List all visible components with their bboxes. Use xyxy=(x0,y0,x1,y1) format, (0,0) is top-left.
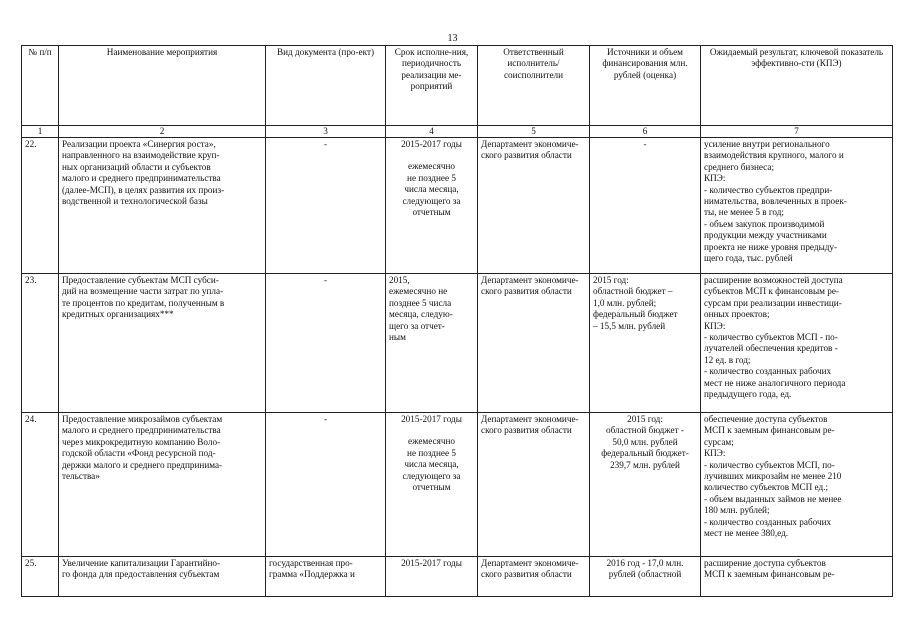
doc-type: государственная про- грамма «Поддержка и xyxy=(266,557,386,597)
doc-type: - xyxy=(266,274,386,413)
table-header-row xyxy=(22,46,893,126)
table-row xyxy=(22,274,893,413)
financing: 2015 год: областной бюджет – 1,0 млн. рублей; федеральный бюджет – 15,5 млн. рублей xyxy=(590,274,701,413)
financing: - xyxy=(590,138,701,274)
term: 2015, ежемесячно не позднее 5 числа месяца, следую- щего за отчет- ным xyxy=(386,274,478,413)
column-number: 6 xyxy=(590,126,701,138)
column-number-row xyxy=(22,126,893,138)
measures-table xyxy=(21,45,893,597)
row-number: 23. xyxy=(22,274,59,413)
page-number: 13 xyxy=(447,33,458,44)
header-name: Наименование мероприятия xyxy=(59,46,266,126)
financing: 2015 год: областной бюджет - 50,0 млн. рублей федеральный бюджет- 239,7 млн. рублей xyxy=(590,413,701,557)
term: 2015-2017 годы xyxy=(386,557,478,597)
row-number: 22. xyxy=(22,138,59,274)
responsible: Департамент экономиче- ского развития области xyxy=(478,557,590,597)
column-number: 7 xyxy=(701,126,893,138)
expected-result: расширение доступа субъектов МСП к заемным финансовым ре- xyxy=(701,557,893,597)
column-number: 4 xyxy=(386,126,478,138)
column-number: 5 xyxy=(478,126,590,138)
header-financing: Источники и объем финансирования млн. рублей (оценка) xyxy=(590,46,701,126)
responsible: Департамент экономиче- ского развития области xyxy=(478,138,590,274)
table-row xyxy=(22,413,893,557)
table-row xyxy=(22,138,893,274)
measure-name: Увеличение капитализации Гарантийно- го фонда для предоставления субъектам xyxy=(59,557,266,597)
table-row xyxy=(22,557,893,597)
doc-type: - xyxy=(266,413,386,557)
doc-type: - xyxy=(266,138,386,274)
responsible: Департамент экономиче- ского развития области xyxy=(478,413,590,557)
term: 2015-2017 годы ежемесячно не позднее 5 числа месяца, следующего за отчетным xyxy=(386,413,478,557)
financing: 2016 год - 17,0 млн. рублей (областной xyxy=(590,557,701,597)
header-result: Ожидаемый результат, ключевой показатель эффективно-сти (КПЭ) xyxy=(701,46,893,126)
header-term: Срок исполне-ния, периодичность реализации ме-роприятий xyxy=(386,46,478,126)
header-number: № п/п xyxy=(22,46,59,126)
column-number: 1 xyxy=(22,126,59,138)
header-doc-type: Вид документа (про-ект) xyxy=(266,46,386,126)
expected-result: усиление внутри регионального взаимодействия крупного, малого и среднего бизнеса; КПЭ: - количество субъектов предпри- нимательства, вовлеченных в проек- ты, не менее 5 в год; - объем закупок производимой продукции между участниками проекта не ниже уровня предыду- щего года, тыс. рублей xyxy=(701,138,893,274)
column-number: 3 xyxy=(266,126,386,138)
row-number: 25. xyxy=(22,557,59,597)
measure-name: Предоставление субъектам МСП субси- дий на возмещение части затрат по упла- те процентов по кредитам, полученным в кредитных организациях*** xyxy=(59,274,266,413)
expected-result: обеспечение доступа субъектов МСП к заемным финансовым ре- сурсам; КПЭ: - количество субъектов МСП, по- лучивших микрозайм не менее 210 количество субъектов МСП ед.; - объем выданных займов не менее 180 млн. рублей; - количество созданных рабочих мест не менее 380,ед. xyxy=(701,413,893,557)
responsible: Департамент экономиче- ского развития области xyxy=(478,274,590,413)
row-number: 24. xyxy=(22,413,59,557)
measure-name: Реализации проекта «Синергия роста», направленного на взаимодействие круп- ных организаций области и субъектов малого и среднего предпринимательства (далее-МСП), в целях развития их произ- водственной и технологической базы xyxy=(59,138,266,274)
column-number: 2 xyxy=(59,126,266,138)
term: 2015-2017 годы ежемесячно не позднее 5 числа месяца, следующего за отчетным xyxy=(386,138,478,274)
header-responsible: Ответственный исполнитель/ соисполнители xyxy=(478,46,590,126)
measure-name: Предоставление микрозаймов субъектам малого и среднего предпринимательства через микрокредитную компанию Воло- годской области «Фонд ресурсной под- держки малого и среднего предпринима- тельства» xyxy=(59,413,266,557)
expected-result: расширение возможностей доступа субъектов МСП к финансовым ре- сурсам при реализации инвестици- онных проектов; КПЭ: - количество субъектов МСП - по- лучателей обеспечения кредитов - 12 ед. в год; - количество созданных рабочих мест не ниже аналогичного периода предыдущего года, ед. xyxy=(701,274,893,413)
